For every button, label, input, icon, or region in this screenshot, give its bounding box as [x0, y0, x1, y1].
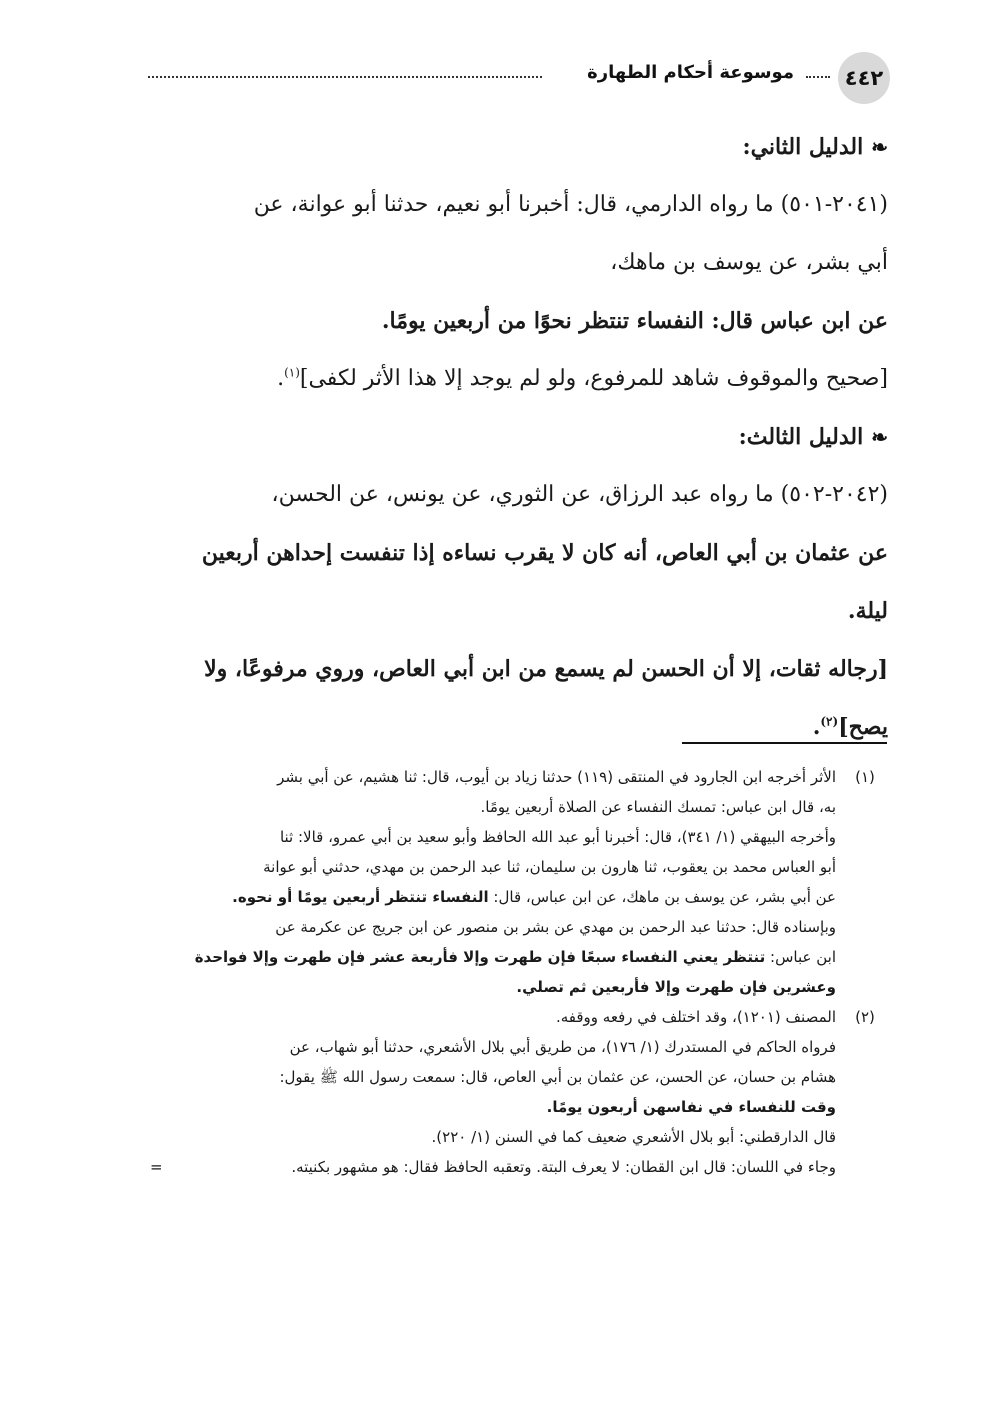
hadith-2041-grade: [صحيح والموقوف شاهد للمرفوع، ولو لم يوجد إلا هذا الأثر لكفى]$^{(١)}$.: [277, 365, 888, 391]
footnote-ref-1[interactable]: (١): [284, 365, 300, 380]
section-marker-icon: ❧: [871, 135, 888, 159]
page-header: [140, 42, 890, 104]
section-heading-3: ❧الدليل الثالث:: [140, 408, 888, 466]
header-dots-right: [806, 66, 830, 78]
book-title: موسوعة أحكام الطهارة: [587, 62, 794, 83]
section-heading-2: ❧الدليل الثاني:: [140, 118, 888, 176]
main-text: [140, 118, 888, 756]
footnote-2: (٢) المصنف (١٢٠١)، وقد اختلف في رفعه ووقفه. فرواه الحاكم في المستدرك (١/ ١٧٦)، من طريق أبي بلال الأشعري، حدثنا أبو شهاب، عن هشام بن حسان، عن الحسن، عن عثمان بن أبي العاص، قال: سمعت رسول الله ﷺ يقول: وقت للنفساء في نفاسهن أربعون يومًا. قال الدارقطني: أبو بلال الأشعري ضعيف كما في السنن (١/ ٢٢٠). وجاء في اللسان: قال ابن القطان: لا يعرف البتة. وتعقبه الحافظ فقال: هو مشهور بكنيته. =: [140, 1002, 888, 1182]
footnotes: [140, 762, 888, 1182]
header-dots-left: [148, 66, 542, 78]
footnote-1: (١) الأثر أخرجه ابن الجارود في المنتقى (١١٩) حدثنا زياد بن أيوب، قال: ثنا هشيم، عن أبي بشر به، قال ابن عباس: تمسك النفساء عن الصلاة أربعين يومًا. وأخرجه البيهقي (١/ ٣٤١)، قال: أخبرنا أبو عبد الله الحافظ وأبو سعيد بن أبي عمرو، قالا: ثنا أبو العباس محمد بن يعقوب، ثنا هارون بن سليمان، ثنا عبد الرحمن بن مهدي، حدثني أبو عوانة عن أبي بشر، عن يوسف بن ماهك، عن ابن عباس، قال: النفساء تنتظر أربعين يومًا أو نحوه. وبإسناده قال: حدثنا عبد الرحمن بن مهدي عن بشر بن منصور عن ابن جريج عن عكرمة عن ابن عباس: تنتظر يعني النفساء سبعًا فإن طهرت وإلا فأربعة عشر فإن طهرت وإلا فواحدة وعشرين فإن طهرت وإلا فأربعين ثم تصلي.: [140, 762, 888, 1002]
hadith-2041-isnad-1: (٢٠٤١-٥٠١) ما رواه الدارمي، قال: أخبرنا أبو نعيم، حدثنا أبو عوانة، عن: [253, 192, 888, 217]
hadith-2042-matn-2: ليلة.: [847, 598, 888, 624]
hadith-2042-matn-1: عن عثمان بن أبي العاص، أنه كان لا يقرب نساءه إذا تنفست إحداهن أربعين: [201, 540, 888, 566]
footnote-number: (١): [855, 768, 875, 786]
footnote-separator: [682, 742, 887, 744]
continuation-mark: =: [150, 1158, 163, 1176]
hadith-2042-isnad: (٢٠٤٢-٥٠٢) ما رواه عبد الرزاق، عن الثوري، عن يونس، عن الحسن،: [271, 482, 888, 507]
page-number-badge: ٤٤٢: [838, 52, 890, 104]
hadith-2041-matn: عن ابن عباس قال: النفساء تنتظر نحوًا من أربعين يومًا.: [381, 308, 888, 334]
footnote-ref-2[interactable]: (٢): [820, 714, 839, 729]
section-marker-icon: ❧: [871, 425, 888, 449]
hadith-2041-isnad-2: أبي بشر، عن يوسف بن ماهك،: [610, 250, 888, 275]
hadith-2042-grade-1: [رجاله ثقات، إلا أن الحسن لم يسمع من ابن أبي العاص، وروي مرفوعًا، ولا: [204, 656, 888, 682]
hadith-2042-grade-2: يصح]$^{(٢)}$.: [812, 714, 888, 740]
footnote-number: (٢): [855, 1008, 875, 1026]
